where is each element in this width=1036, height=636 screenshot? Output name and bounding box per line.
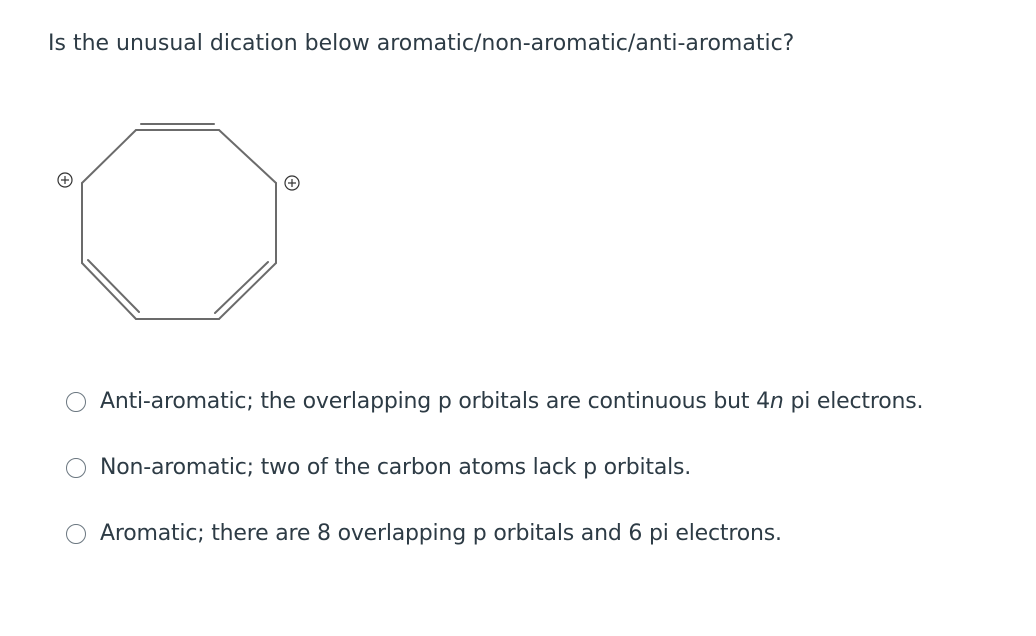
radio-button[interactable] [66, 392, 86, 412]
answer-options [66, 383, 923, 581]
cyclooctadienyl-dication-structure [50, 115, 310, 330]
bond-bottom-right [219, 263, 276, 319]
radio-button[interactable] [66, 524, 86, 544]
radio-button[interactable] [66, 458, 86, 478]
option-non-aromatic[interactable] [66, 449, 923, 515]
question-text: Is the unusual dication below aromatic/non-aromatic/anti-aromatic? [48, 31, 795, 56]
option-label[interactable]: Anti-aromatic; the overlapping p orbitals are continuous but 4n pi electrons. [100, 389, 924, 414]
bond-top-right [219, 130, 276, 183]
charge-right [285, 176, 299, 190]
bond-top-left [82, 130, 136, 183]
double-bond-bottom-right [215, 262, 268, 313]
option-label[interactable]: Aromatic; there are 8 overlapping p orbitals and 6 pi electrons. [100, 521, 782, 546]
bond-bottom-left [82, 263, 136, 319]
option-aromatic[interactable] [66, 515, 923, 581]
double-bond-bottom-left [88, 260, 139, 312]
option-label[interactable]: Non-aromatic; two of the carbon atoms lack p orbitals. [100, 455, 692, 480]
charge-left [58, 173, 72, 187]
option-anti-aromatic[interactable] [66, 383, 923, 449]
